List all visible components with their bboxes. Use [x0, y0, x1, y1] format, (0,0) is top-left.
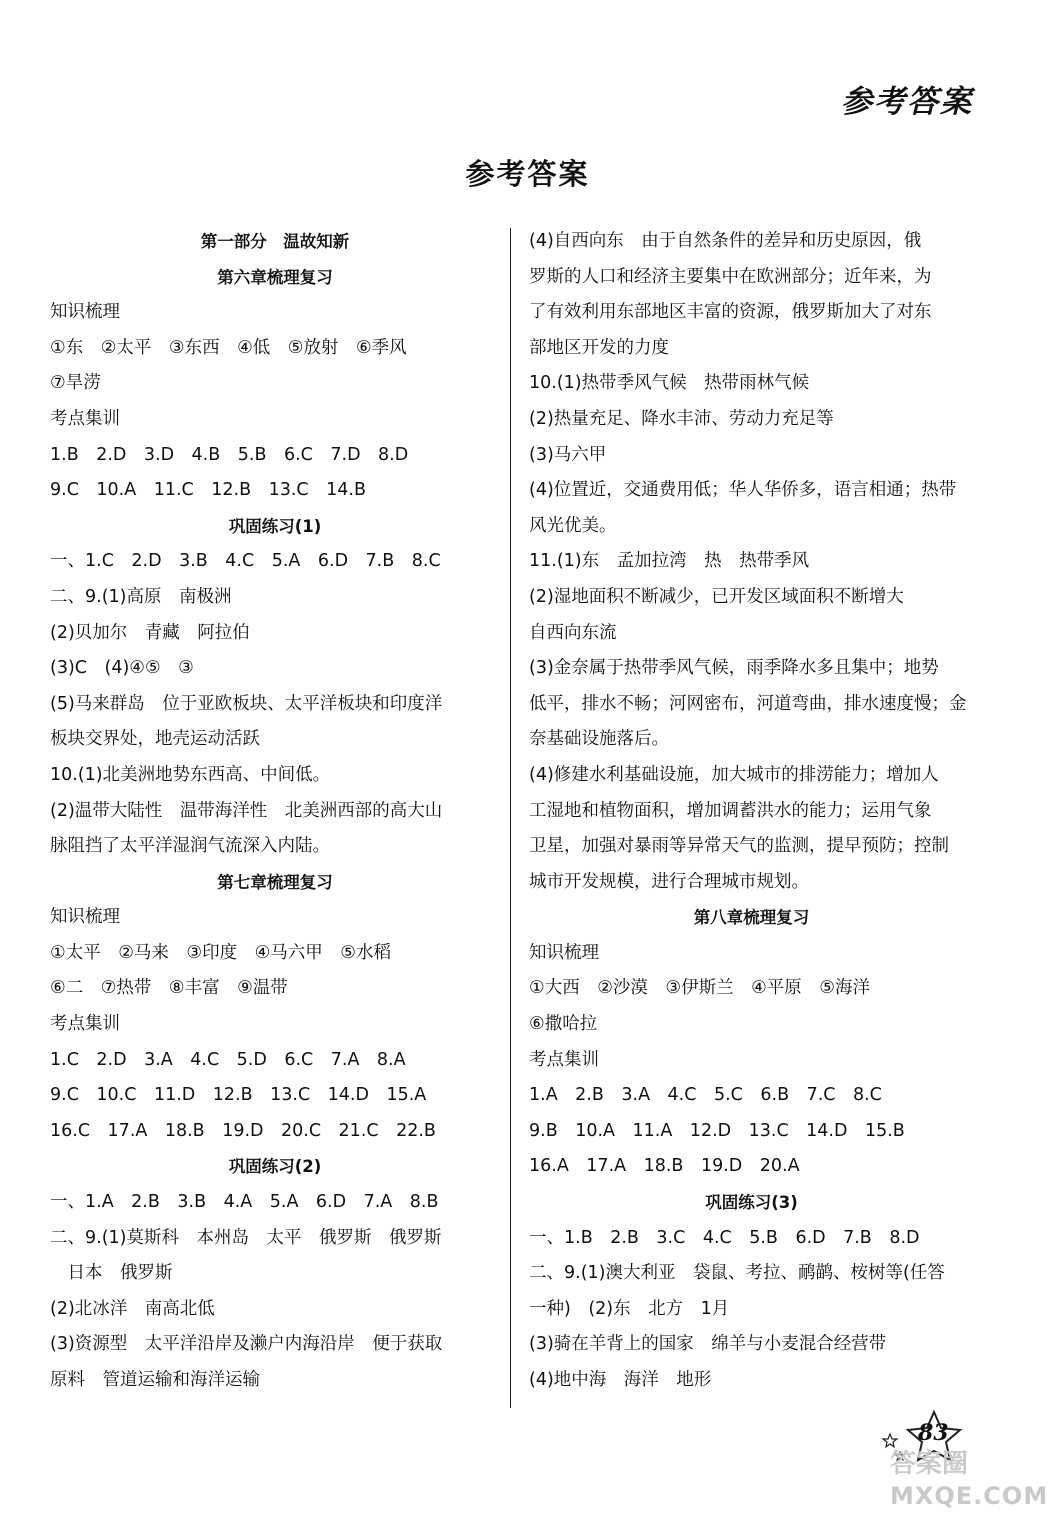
- answer-line: (4)自西向东 由于自然条件的差异和历史原因，俄: [529, 231, 922, 251]
- section-heading: 第一部分 温故知新: [200, 232, 350, 251]
- answer-line: 知识梳理: [50, 907, 120, 928]
- answer-line: 一、1.A 2.B 3.B 4.A 5.A 6.D 7.A 8.B: [50, 1192, 439, 1213]
- answer-line: (3)资源型 太平洋沿岸及濑户内海沿岸 便于获取: [50, 1334, 443, 1355]
- column-divider: [510, 228, 511, 1408]
- answer-line: 二、9.(1)莫斯科 本州岛 太平 俄罗斯 俄罗斯: [50, 1227, 442, 1248]
- left-column: [50, 224, 500, 1399]
- answer-line: ①东 ②太平 ③东西 ④低 ⑤放射 ⑥季风: [50, 337, 407, 358]
- answer-line: 部地区开发的力度: [529, 337, 669, 358]
- page-title: 参考答案: [465, 157, 590, 191]
- answer-line: (2)热量充足、降水丰沛、劳动力充足等: [529, 408, 834, 429]
- answer-line: 10.(1)北美洲地势东西高、中间低。: [50, 764, 331, 785]
- answer-line: 二、9.(1)高原 南极洲: [50, 586, 232, 607]
- answer-line: 原料 管道运输和海洋运输: [50, 1370, 260, 1390]
- answer-line: (2)北冰洋 南高北低: [50, 1298, 215, 1319]
- answer-line: 9.B 10.A 11.A 12.D 13.C 14.D 15.B: [529, 1120, 905, 1141]
- section-heading: 第六章梳理复习: [217, 267, 333, 287]
- answer-line: 一、1.B 2.B 3.C 4.C 5.B 6.D 7.B 8.D: [529, 1227, 920, 1248]
- answer-line: (2)湿地面积不断减少，已开发区域面积不断增大: [529, 586, 904, 607]
- right-column: [529, 224, 974, 1399]
- answer-line: 风光优美。: [529, 515, 617, 536]
- answer-line: 日本 俄罗斯: [50, 1263, 173, 1284]
- answer-line: 10.(1)热带季风气候 热带雨林气候: [529, 373, 810, 394]
- answer-line: 工湿地和植物面积，增加调蓄洪水的能力；运用气象: [529, 800, 932, 821]
- answer-line: 城市开发规模，进行合理城市规划。: [529, 871, 809, 892]
- answer-line: ⑥撒哈拉: [529, 1014, 598, 1035]
- answer-line: (4)位置近，交通费用低；华人华侨多，语言相通；热带: [529, 480, 957, 501]
- answer-line: (3)金奈属于热带季风气候，雨季降水多且集中；地势: [529, 658, 939, 679]
- answer-line: 板块交界处，地壳运动活跃: [50, 729, 260, 750]
- answer-line: ①太平 ②马来 ③印度 ④马六甲 ⑤水稻: [50, 942, 391, 963]
- section-heading: 第七章梳理复习: [217, 872, 333, 892]
- answer-line: ①大西 ②沙漠 ③伊斯兰 ④平原 ⑤海洋: [529, 978, 870, 999]
- answer-line: 16.C 17.A 18.B 19.D 20.C 21.C 22.B: [50, 1120, 436, 1141]
- header-tag: 参考答案: [841, 84, 973, 120]
- answer-line: 1.A 2.B 3.A 4.C 5.C 6.B 7.C 8.C: [529, 1085, 882, 1106]
- answer-line: 知识梳理: [529, 942, 599, 963]
- page-number: 83: [918, 1420, 949, 1446]
- section-heading: 第八章梳理复习: [693, 908, 810, 928]
- answer-line: 脉阻挡了太平洋湿润气流深入内陆。: [50, 836, 330, 857]
- section-heading: 巩固练习(1): [228, 516, 322, 536]
- watermark-url: MXQE.COM: [890, 1482, 1049, 1510]
- section-heading: 巩固练习(2): [228, 1157, 322, 1177]
- watermark-title: 答案圈: [890, 1449, 969, 1479]
- answer-line: (4)修建水利基础设施，加大城市的排涝能力；增加人: [529, 764, 939, 785]
- answer-line: 知识梳理: [50, 302, 120, 323]
- answer-line: (3)C (4)④⑤ ③: [50, 658, 194, 679]
- answer-line: (2)贝加尔 青藏 阿拉伯: [50, 622, 250, 643]
- watermark: [890, 1448, 1049, 1512]
- answer-line: (5)马来群岛 位于亚欧板块、太平洋板块和印度洋: [50, 693, 443, 714]
- answer-line: 1.C 2.D 3.A 4.C 5.D 6.C 7.A 8.A: [50, 1049, 406, 1070]
- answer-line: 一、1.C 2.D 3.B 4.C 5.A 6.D 7.B 8.C: [50, 551, 441, 572]
- answer-line: 奈基础设施落后。: [529, 729, 669, 750]
- answer-line: 低平，排水不畅；河网密布，河道弯曲，排水速度慢；金: [529, 693, 967, 714]
- answer-line: 罗斯的人口和经济主要集中在欧洲部分；近年来，为: [529, 266, 932, 287]
- answer-line: 考点集训: [529, 1049, 599, 1070]
- answer-line: 1.B 2.D 3.D 4.B 5.B 6.C 7.D 8.D: [50, 444, 409, 465]
- answer-line: (4)地中海 海洋 地形: [529, 1370, 712, 1390]
- answer-line: ⑦旱涝: [50, 373, 101, 394]
- answer-line: 考点集训: [50, 408, 120, 429]
- answer-line: 二、9.(1)澳大利亚 袋鼠、考拉、鸸鹋、桉树等(任答: [529, 1263, 945, 1284]
- answer-line: (2)温带大陆性 温带海洋性 北美洲西部的高大山: [50, 800, 443, 821]
- answer-line: (3)骑在羊背上的国家 绵羊与小麦混合经营带: [529, 1334, 887, 1355]
- section-heading: 巩固练习(3): [705, 1193, 798, 1213]
- answer-line: 9.C 10.C 11.D 12.B 13.C 14.D 15.A: [50, 1085, 427, 1106]
- answer-line: 自西向东流: [529, 622, 617, 643]
- answer-line: (3)马六甲: [529, 444, 607, 465]
- answer-line: 考点集训: [50, 1014, 120, 1035]
- answer-line: 了有效利用东部地区丰富的资源，俄罗斯加大了对东: [529, 302, 932, 323]
- answer-line: 11.(1)东 孟加拉湾 热 热带季风: [529, 551, 810, 572]
- answer-line: 16.A 17.A 18.B 19.D 20.A: [529, 1156, 800, 1177]
- answer-line: 9.C 10.A 11.C 12.B 13.C 14.B: [50, 480, 366, 501]
- answer-line: 一种) (2)东 北方 1月: [529, 1298, 730, 1319]
- answer-line: ⑥二 ⑦热带 ⑧丰富 ⑨温带: [50, 978, 288, 999]
- answer-line: 卫星，加强对暴雨等异常天气的监测，提早预防；控制: [529, 836, 949, 857]
